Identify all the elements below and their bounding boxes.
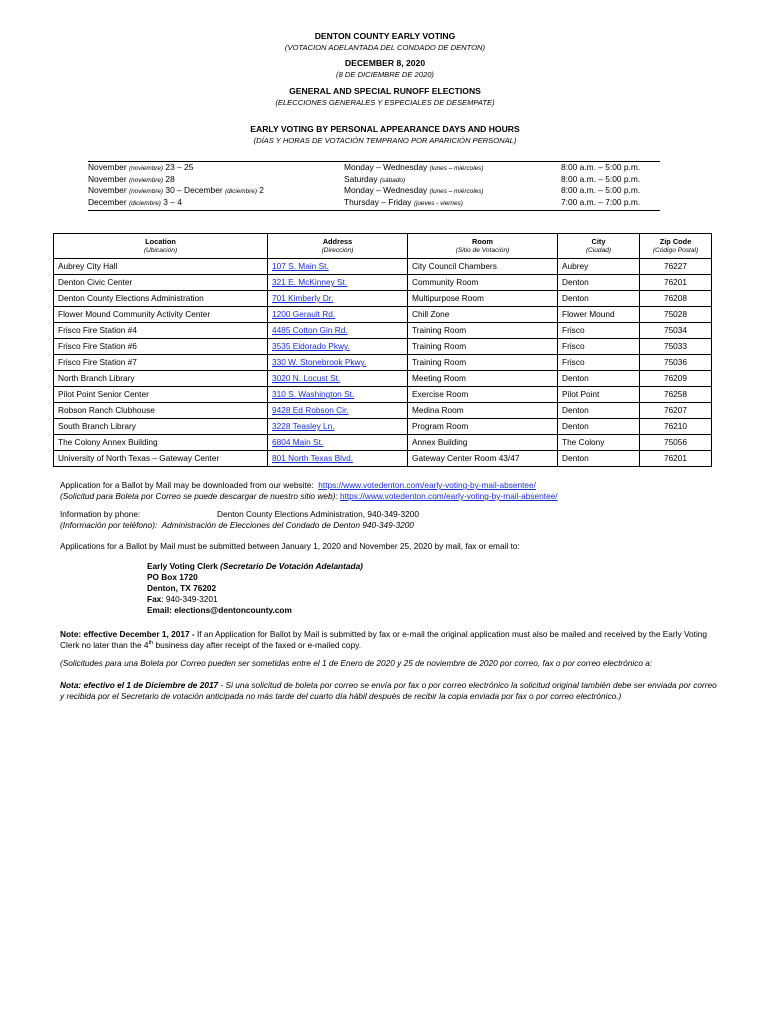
- election-date: DECEMBER 8, 2020: [344, 58, 426, 68]
- cell-city: Pilot Point: [558, 387, 640, 403]
- column-header-label-es: (Sitio de Votación): [455, 247, 510, 254]
- schedule-hours: 8:00 a.m. – 5:00 p.m.: [561, 173, 641, 184]
- schedule-dates: [88, 197, 182, 210]
- schedule-row: [88, 174, 660, 186]
- schedule-row: [88, 197, 660, 209]
- table-row: [54, 307, 712, 323]
- section-heading: EARLY VOTING BY PERSONAL APPEARANCE DAYS AND HOURS: [250, 124, 520, 134]
- cell-zip: 76209: [640, 371, 712, 387]
- cell-location: Frisco Fire Station #7: [54, 355, 268, 371]
- address-link[interactable]: 6804 Main St.: [272, 437, 324, 447]
- clerk-city: Denton, TX 76202: [147, 583, 217, 593]
- column-header-label: Room: [472, 236, 493, 246]
- address-link[interactable]: 107 S. Main St.: [272, 261, 329, 271]
- cell-city: Frisco: [558, 323, 640, 339]
- cell-zip: 75028: [640, 307, 712, 323]
- schedule-weekdays-es: (lunes – miércoles): [429, 188, 484, 195]
- cell-location: South Branch Library: [54, 419, 268, 435]
- download-link[interactable]: https://www.votedenton.com/early-voting-by-mail-absentee/: [318, 480, 536, 490]
- column-header-label: Location: [145, 236, 176, 246]
- voting-schedule: [88, 161, 660, 211]
- clerk-email[interactable]: elections@dentoncounty.com: [174, 605, 292, 615]
- column-header-label: City: [591, 236, 606, 246]
- phone-line: [60, 509, 720, 520]
- schedule-row: [88, 162, 660, 174]
- column-header-room: [408, 234, 558, 259]
- cell-address: [268, 291, 408, 307]
- table-header-row: [54, 234, 712, 259]
- schedule-month: November: [88, 185, 127, 195]
- cell-city: Frisco: [558, 339, 640, 355]
- cell-city: Denton: [558, 275, 640, 291]
- column-header-label: Address: [322, 236, 353, 246]
- applications-text: Applications for a Ballot by Mail must be submitted between January 1, 2020 and November 25, 2020 by mail, fax or email to:: [60, 541, 520, 551]
- schedule-weekdays: Saturday: [344, 173, 378, 184]
- phone-label: Information by phone:: [60, 509, 141, 519]
- cell-room: Exercise Room: [408, 387, 558, 403]
- table-row: [54, 403, 712, 419]
- schedule-month: November: [88, 162, 127, 172]
- cell-zip: 75036: [640, 355, 712, 371]
- address-link[interactable]: 321 E. McKinney St.: [272, 277, 348, 287]
- address-link[interactable]: 3535 Eldorado Pkwy.: [272, 341, 350, 351]
- schedule-day-range: 28: [165, 173, 175, 184]
- cell-room: Annex Building: [408, 435, 558, 451]
- note-text-a: If an Application for Ballot by Mail is submitted by fax or e-mail the original application must also be mailed and received by the Early Voting Clerk no later than the 4: [60, 629, 708, 650]
- column-header-label: Zip Code: [659, 236, 692, 246]
- cell-location: University of North Texas – Gateway Center: [54, 451, 268, 467]
- address-link[interactable]: 310 S. Washington St.: [272, 389, 355, 399]
- note-sup: th: [148, 640, 154, 647]
- cell-address: [268, 435, 408, 451]
- cell-address: [268, 371, 408, 387]
- address-link[interactable]: 801 North Texas Blvd.: [272, 453, 354, 463]
- cell-zip: 75056: [640, 435, 712, 451]
- note-intro-es: (Solicitudes para una Boleta por Correo pueden ser sometidas entre el 1 de Enero de 2020 y 25 de noviembre de 2020 por correo, fax o por correo electrónico a:: [60, 658, 653, 668]
- column-header-location: [54, 234, 268, 259]
- download-line-es: [60, 491, 720, 502]
- schedule-day-range: 3 – 4: [163, 196, 182, 207]
- election-name: GENERAL AND SPECIAL RUNOFF ELECTIONS: [289, 86, 481, 96]
- cell-room: Training Room: [408, 323, 558, 339]
- phone-value: Denton County Elections Administration, 940-349-3200: [217, 509, 420, 519]
- phone-label-es: (Información por teléfono):: [60, 520, 158, 530]
- clerk-title: Early Voting Clerk: [147, 561, 218, 571]
- schedule-hours: 7:00 a.m. – 7:00 p.m.: [561, 196, 641, 207]
- cell-city: Denton: [558, 371, 640, 387]
- cell-location: Pilot Point Senior Center: [54, 387, 268, 403]
- schedule-month-es: (noviembre): [128, 188, 164, 195]
- clerk-po-box: PO Box 1720: [147, 572, 198, 582]
- clerk-title-es: (Secretario De Votación Adelantada): [220, 561, 363, 571]
- schedule-row: [88, 185, 660, 197]
- table-row: [54, 291, 712, 307]
- address-link[interactable]: 3020 N. Locust St.: [272, 373, 341, 383]
- note-paragraph: [60, 629, 720, 651]
- schedule-hours: 8:00 a.m. – 5:00 p.m.: [561, 185, 641, 195]
- cell-room: Gateway Center Room 43/47: [408, 451, 558, 467]
- cell-location: Flower Mound Community Activity Center: [54, 307, 268, 323]
- cell-room: City Council Chambers: [408, 259, 558, 275]
- voting-sites-table: [53, 233, 712, 467]
- cell-location: The Colony Annex Building: [54, 435, 268, 451]
- cell-room: Medina Room: [408, 403, 558, 419]
- schedule-day-range: 23 – 25: [165, 162, 194, 172]
- download-text-es: (Solicitud para Boleta por Correo se puede descargar de nuestro sitio web):: [60, 491, 338, 501]
- schedule-days: [344, 197, 463, 210]
- clerk-email-label: Email:: [147, 605, 172, 615]
- download-line: [60, 480, 720, 491]
- address-link[interactable]: 1200 Gerault Rd.: [272, 309, 336, 319]
- schedule-weekdays-es: (lunes – miércoles): [429, 165, 484, 172]
- cell-location: Aubrey City Hall: [54, 259, 268, 275]
- cell-address: [268, 451, 408, 467]
- cell-address: [268, 307, 408, 323]
- cell-room: Community Room: [408, 275, 558, 291]
- column-header-zip-code: [640, 234, 712, 259]
- schedule-rule: [88, 210, 660, 211]
- election-name-es: (ELECCIONES GENERALES Y ESPECIALES DE DESEMPATE): [275, 98, 495, 107]
- section-heading-es: (DÍAS Y HORAS DE VOTACIÓN TEMPRANO POR APARICIÓN PERSONAL): [253, 136, 517, 145]
- cell-location: Denton Civic Center: [54, 275, 268, 291]
- cell-zip: 76227: [640, 259, 712, 275]
- column-header-label-es: (Dirección): [321, 247, 354, 254]
- cell-address: [268, 323, 408, 339]
- table-row: [54, 355, 712, 371]
- schedule-month-es: (noviembre): [128, 176, 164, 184]
- cell-location: Denton County Elections Administration: [54, 291, 268, 307]
- clerk-address-block: [147, 561, 363, 616]
- table-row: [54, 387, 712, 403]
- schedule-weekdays-es: (sábado): [379, 176, 406, 184]
- table-row: [54, 275, 712, 291]
- schedule-weekdays: Monday – Wednesday: [344, 162, 428, 172]
- table-row: [54, 419, 712, 435]
- cell-city: The Colony: [558, 435, 640, 451]
- schedule-weekdays: Thursday – Friday: [344, 196, 412, 207]
- schedule-month: November: [88, 173, 127, 184]
- schedule-day-range: 30 – December: [165, 185, 223, 195]
- cell-room: Multipurpose Room: [408, 291, 558, 307]
- election-date-es: (8 DE DICIEMBRE DE 2020): [336, 70, 434, 79]
- note-text-b: business day after receipt of the faxed or e-mailed copy.: [155, 640, 362, 650]
- cell-city: Denton: [558, 451, 640, 467]
- schedule-weekdays-es: (jueves - viernes): [413, 199, 463, 207]
- phone-line-es: [60, 520, 720, 531]
- column-header-label-es: (Ciudad): [585, 247, 612, 254]
- schedule-month-es: (diciembre): [128, 199, 161, 207]
- clerk-title-line: [147, 561, 363, 572]
- clerk-fax: : 940-349-3201: [161, 594, 218, 604]
- cell-address: [268, 387, 408, 403]
- cell-city: Denton: [558, 403, 640, 419]
- note-label: Note: effective December 1, 2017 -: [60, 629, 195, 639]
- schedule-weekdays: Monday – Wednesday: [344, 185, 428, 195]
- cell-location: Frisco Fire Station #4: [54, 323, 268, 339]
- table-row: [54, 435, 712, 451]
- schedule-day-end: 2: [259, 185, 264, 195]
- cell-address: [268, 419, 408, 435]
- table-row: [54, 259, 712, 275]
- note-label-es: Nota: efectivo el 1 de Diciembre de 2017: [60, 680, 219, 690]
- cell-zip: 76258: [640, 387, 712, 403]
- cell-city: Flower Mound: [558, 307, 640, 323]
- cell-zip: 76207: [640, 403, 712, 419]
- address-link[interactable]: 4485 Cotton Gin Rd.: [272, 325, 348, 335]
- cell-location: Frisco Fire Station #6: [54, 339, 268, 355]
- column-header-city: [558, 234, 640, 259]
- table-row: [54, 339, 712, 355]
- table-row: [54, 323, 712, 339]
- address-link[interactable]: 701 Kimberly Dr.: [272, 293, 334, 303]
- schedule-hours: 8:00 a.m. – 5:00 p.m.: [561, 162, 641, 172]
- cell-room: Meeting Room: [408, 371, 558, 387]
- cell-address: [268, 275, 408, 291]
- schedule-month: December: [88, 196, 127, 207]
- cell-zip: 76210: [640, 419, 712, 435]
- note-paragraph-es: [60, 680, 720, 702]
- address-link[interactable]: 330 W. Stonebrook Pkwy.: [272, 357, 367, 367]
- cell-zip: 75034: [640, 323, 712, 339]
- cell-city: Frisco: [558, 355, 640, 371]
- table-row: [54, 451, 712, 467]
- cell-address: [268, 403, 408, 419]
- cell-location: North Branch Library: [54, 371, 268, 387]
- cell-room: Training Room: [408, 355, 558, 371]
- column-header-address: [268, 234, 408, 259]
- cell-city: Denton: [558, 419, 640, 435]
- column-header-label-es: (Código Postal): [652, 247, 699, 254]
- column-header-label-es: (Ubicación): [143, 247, 178, 254]
- cell-address: [268, 259, 408, 275]
- cell-location: Robson Ranch Clubhouse: [54, 403, 268, 419]
- schedule-month2-es: (diciembre): [225, 188, 257, 195]
- cell-zip: 76201: [640, 275, 712, 291]
- cell-zip: 76201: [640, 451, 712, 467]
- cell-address: [268, 355, 408, 371]
- cell-room: Program Room: [408, 419, 558, 435]
- cell-city: Denton: [558, 291, 640, 307]
- clerk-email-line: [147, 605, 363, 616]
- clerk-fax-line: [147, 594, 363, 605]
- cell-address: [268, 339, 408, 355]
- download-link-es[interactable]: https://www.votedenton.com/early-voting-by-mail-absentee/: [339, 491, 558, 501]
- table-row: [54, 371, 712, 387]
- document-title: DENTON COUNTY EARLY VOTING: [314, 31, 456, 41]
- cell-room: Training Room: [408, 339, 558, 355]
- cell-city: Aubrey: [558, 259, 640, 275]
- phone-value-es: Administración de Elecciones del Condado de Denton 940-349-3200: [161, 520, 414, 530]
- cell-zip: 76208: [640, 291, 712, 307]
- note-text-es: - Si una solicitud de boleta por correo se envía por fax o por correo electrónico la solicitud original también debe ser enviada por correo y recibida por el Secretario de votación anticipada no más tarde del cuarto día hábil después de recibir la copia enviada por fax o por correo electrónico.): [60, 680, 717, 701]
- schedule-month-es: (noviembre): [128, 165, 164, 172]
- address-link[interactable]: 9428 Ed Robson Cir.: [272, 405, 349, 415]
- cell-zip: 75033: [640, 339, 712, 355]
- clerk-fax-label: Fax: [147, 594, 162, 604]
- cell-room: Chill Zone: [408, 307, 558, 323]
- document-title-es: (VOTACION ADELANTADA DEL CONDADO DE DENTON): [284, 43, 486, 52]
- address-link[interactable]: 3228 Teasley Ln.: [272, 421, 335, 431]
- download-text: Application for a Ballot by Mail may be downloaded from our website:: [60, 480, 314, 490]
